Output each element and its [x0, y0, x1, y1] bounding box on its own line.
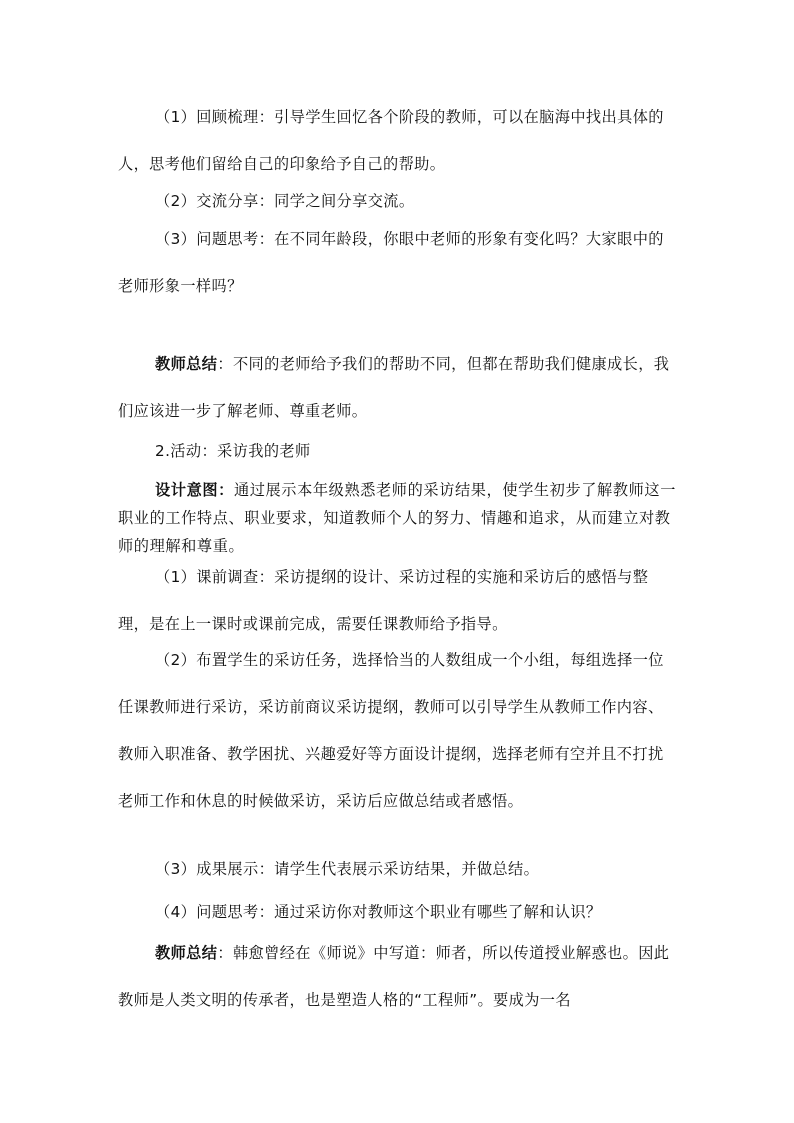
summary-label: 教师总结 — [155, 355, 218, 373]
summary-label: 教师总结 — [155, 944, 218, 962]
summary-text: ：不同的老师给予我们的帮助不同，但都在帮助我们健康成长，我们应该进一步了解老师、尊重老师。 — [118, 355, 670, 420]
paragraph-question-2: （4）问题思考：通过采访你对教师这个职业有哪些了解和认识？ — [155, 903, 602, 921]
design-intent-label: 设计意图： — [155, 481, 234, 499]
paragraph-teacher-summary-2 — [118, 930, 676, 1024]
paragraph-question: （3）问题思考：在不同年龄段，你眼中老师的形象有变化吗？大家眼中的老师形象一样吗？ — [118, 230, 664, 295]
paragraph-results: （3）成果展示：请学生代表展示采访结果，并做总结。 — [155, 860, 540, 878]
paragraph-review: （1）回顾梳理：引导学生回忆各个阶段的教师，可以在脑海中找出具体的人，思考他们留给自己的印象给予自己的帮助。 — [118, 108, 664, 173]
design-intent-text: 通过展示本年级熟悉老师的采访结果，使学生初步了解教师这一职业的工作特点、职业要求，知道教师个人的努力、情趣和追求，从而建立对教师的理解和尊重。 — [118, 481, 676, 555]
paragraph-pre-survey: （1）课前调查：采访提纲的设计、采访过程的实施和采访后的感悟与整理，是在上一课时或课前完成，需要任课教师给予指导。 — [118, 568, 649, 633]
summary-text: ：韩愈曾经在《师说》中写道：师者，所以传道授业解惑也。因此教师是人类文明的传承者，也是塑造人格的“工程师”。要成为一名 — [118, 944, 670, 1009]
paragraph-teacher-summary-1 — [118, 341, 676, 435]
paragraph-design-intent — [118, 476, 676, 560]
paragraph-assign-task: （2）布置学生的采访任务，选择恰当的人数组成一个小组，每组选择一位任课教师进行采访，采访前商议采访提纲，教师可以引导学生从教师工作内容、教师入职准备、教学困扰、兴趣爱好等方面设计提纲，选择老师有空并且不打扰老师工作和休息的时候做采访，采访后应做总结或者感悟。 — [118, 651, 664, 810]
activity-heading: 2.活动：采访我的老师 — [155, 442, 311, 460]
paragraph-share: （2）交流分享：同学之间分享交流。 — [155, 192, 415, 210]
